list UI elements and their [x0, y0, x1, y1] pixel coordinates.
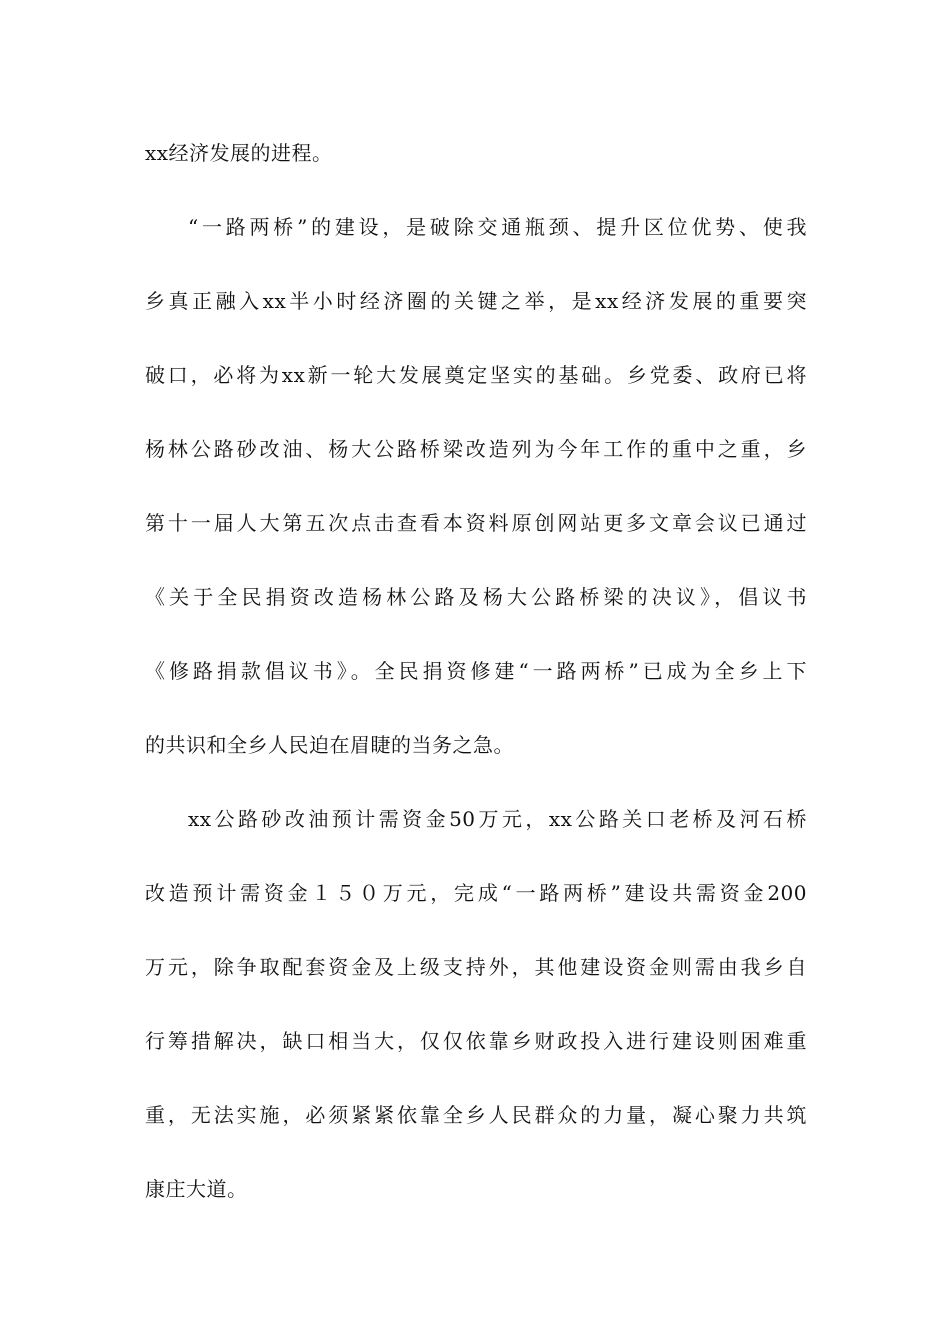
text-line: xx经济发展的进程。: [145, 141, 333, 165]
text-line: “一路两桥”的建设，是破除交通瓶颈、提升区位优势、使我: [188, 215, 807, 239]
text-line: 万元，除争取配套资金及上级支持外，其他建设资金则需由我乡自: [145, 955, 807, 979]
document-body: [145, 128, 807, 1238]
text-line: 第十一届人大第五次点击查看本资料原创网站更多文章会议已通过: [145, 511, 807, 535]
text-line: 乡真正融入xx半小时经济圈的关键之举，是xx经济发展的重要突: [145, 289, 807, 313]
text-line: 破口，必将为xx新一轮大发展奠定坚实的基础。乡党委、政府已将: [145, 363, 807, 387]
text-line: 行筹措解决，缺口相当大，仅仅依靠乡财政投入进行建设则困难重: [145, 1029, 807, 1053]
text-line: 杨林公路砂改油、杨大公路桥梁改造列为今年工作的重中之重，乡: [145, 437, 807, 461]
text-line: xx公路砂改油预计需资金50万元，xx公路关口老桥及河石桥: [188, 807, 807, 831]
text-line: 康庄大道。: [145, 1177, 248, 1201]
text-line: 重，无法实施，必须紧紧依靠全乡人民群众的力量，凝心聚力共筑: [145, 1103, 807, 1127]
text-line: 《修路捐款倡议书》。全民捐资修建“一路两桥”已成为全乡上下: [145, 659, 807, 683]
text-line: 改造预计需资金１５０万元，完成“一路两桥”建设共需资金200: [145, 881, 807, 905]
text-line: 的共识和全乡人民迫在眉睫的当务之急。: [145, 733, 514, 757]
text-line: 《关于全民捐资改造杨林公路及杨大公路桥梁的决议》，倡议书: [145, 585, 807, 609]
